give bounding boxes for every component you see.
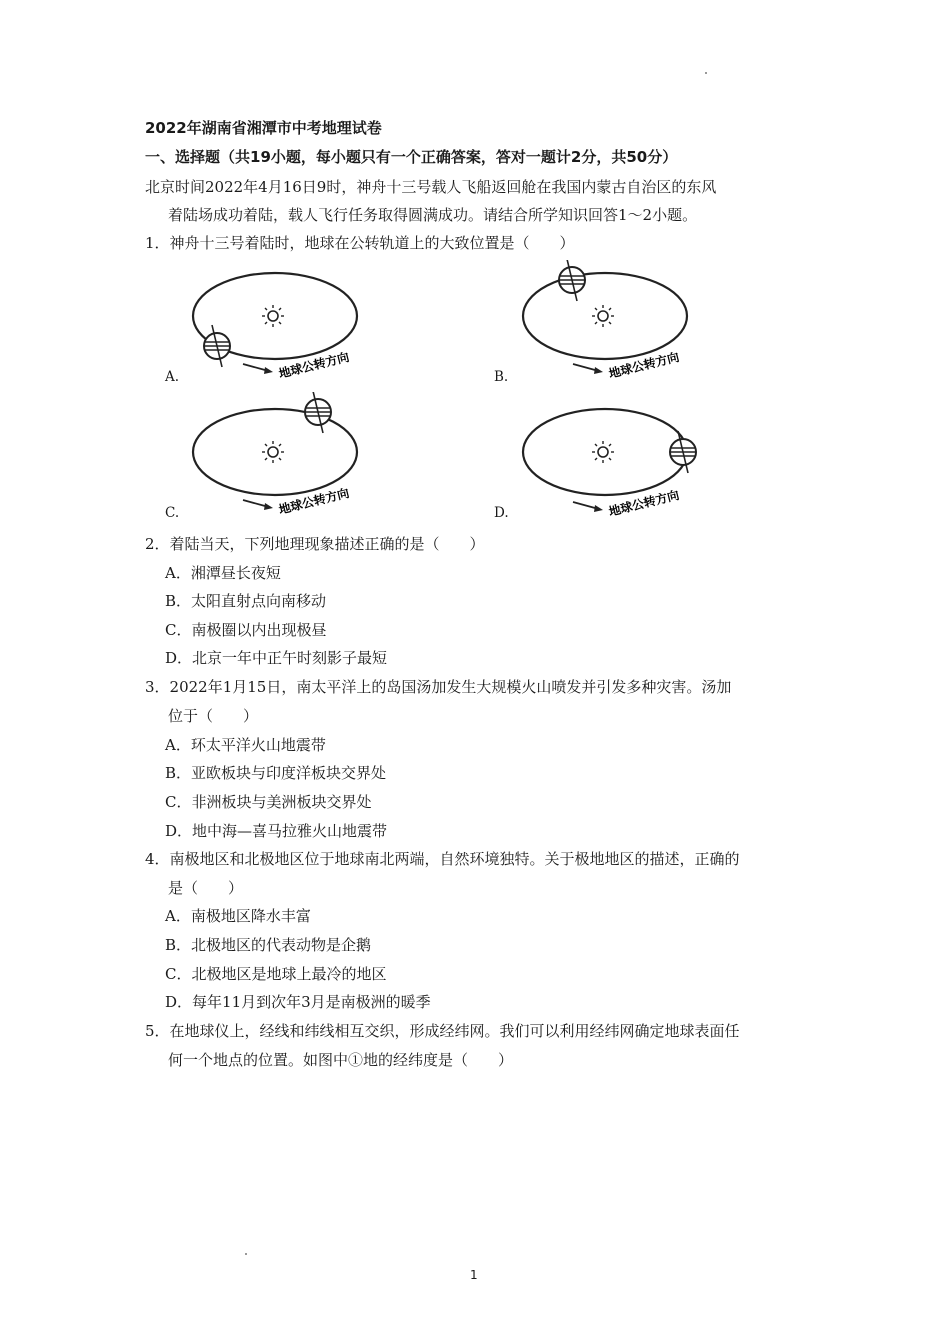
section-heading: 一、选择题（共19小题，每小题只有一个正确答案，答对一题计2分，共50分） [145, 148, 678, 166]
question-4-option-b: B．北极地区的代表动物是企鹅 [165, 936, 372, 954]
question-4-stem-line-2: 是（ ） [168, 879, 244, 897]
scan-speck [245, 1253, 247, 1255]
intro-line-2: 着陆场成功着陆，载人飞行任务取得圆满成功。请结合所学知识回答1～2小题。 [168, 206, 698, 224]
question-5-stem-line-2: 何一个地点的位置。如图中①地的经纬度是（ ） [168, 1051, 514, 1069]
question-5-stem-line-1: 5．在地球仪上，经线和纬线相互交织，形成经纬网。我们可以利用经纬网确定地球表面任 [145, 1022, 740, 1040]
earth-icon [204, 325, 230, 367]
option-c-label: C. [165, 505, 180, 521]
exam-title: 2022年湖南省湘潭市中考地理试卷 [145, 119, 382, 137]
sun-icon [592, 305, 614, 327]
sun-icon [592, 441, 614, 463]
question-4-option-a: A．南极地区降水丰富 [165, 907, 311, 925]
page-number: 1 [470, 1268, 478, 1282]
question-4-stem-line-1: 4．南极地区和北极地区位于地球南北两端，自然环境独特。关于极地地区的描述，正确的 [145, 850, 740, 868]
question-3-option-b: B．亚欧板块与印度洋板块交界处 [165, 764, 387, 782]
question-2-option-d: D．北京一年中正午时刻影子最短 [165, 649, 388, 667]
orbit-direction-label: 地球公转方向 [277, 485, 351, 517]
question-2-stem: 2．着陆当天，下列地理现象描述正确的是（ ） [145, 535, 485, 553]
sun-icon [262, 305, 284, 327]
question-3-option-c: C．非洲板块与美洲板块交界处 [165, 793, 372, 811]
question-1-stem: 1．神舟十三号着陆时，地球在公转轨道上的大致位置是（ ） [145, 234, 575, 252]
question-2-option-c: C．南极圈以内出现极昼 [165, 621, 327, 639]
option-d-label: D. [494, 505, 509, 521]
orbit-direction-label: 地球公转方向 [277, 349, 351, 381]
orbit-diagram-a [185, 268, 365, 386]
option-b-label: B. [494, 369, 509, 385]
question-3-stem-line-2: 位于（ ） [168, 707, 259, 725]
earth-icon [305, 392, 331, 433]
question-4-option-c: C．北极地区是地球上最冷的地区 [165, 965, 387, 983]
option-a-label: A. [165, 369, 180, 385]
orbit-diagram-d [515, 398, 700, 523]
question-2-option-b: B．太阳直射点向南移动 [165, 592, 327, 610]
scan-speck [705, 72, 707, 74]
earth-icon [559, 260, 585, 301]
sun-icon [262, 441, 284, 463]
question-3-option-d: D．地中海—喜马拉雅火山地震带 [165, 822, 388, 840]
question-2-option-a: A．湘潭昼长夜短 [165, 564, 281, 582]
orbit-diagram-c [185, 392, 365, 522]
intro-line-1: 北京时间2022年4月16日9时，神舟十三号载人飞船返回舱在我国内蒙古自治区的东风 [145, 178, 717, 196]
question-3-stem-line-1: 3．2022年1月15日，南太平洋上的岛国汤加发生大规模火山喷发并引发多种灾害。汤加 [145, 678, 732, 696]
orbit-diagram-b [515, 260, 695, 385]
orbit-direction-label: 地球公转方向 [607, 487, 681, 519]
question-4-option-d: D．每年11月到次年3月是南极洲的暖季 [165, 993, 431, 1011]
orbit-direction-label: 地球公转方向 [607, 349, 681, 381]
question-3-option-a: A．环太平洋火山地震带 [165, 736, 326, 754]
